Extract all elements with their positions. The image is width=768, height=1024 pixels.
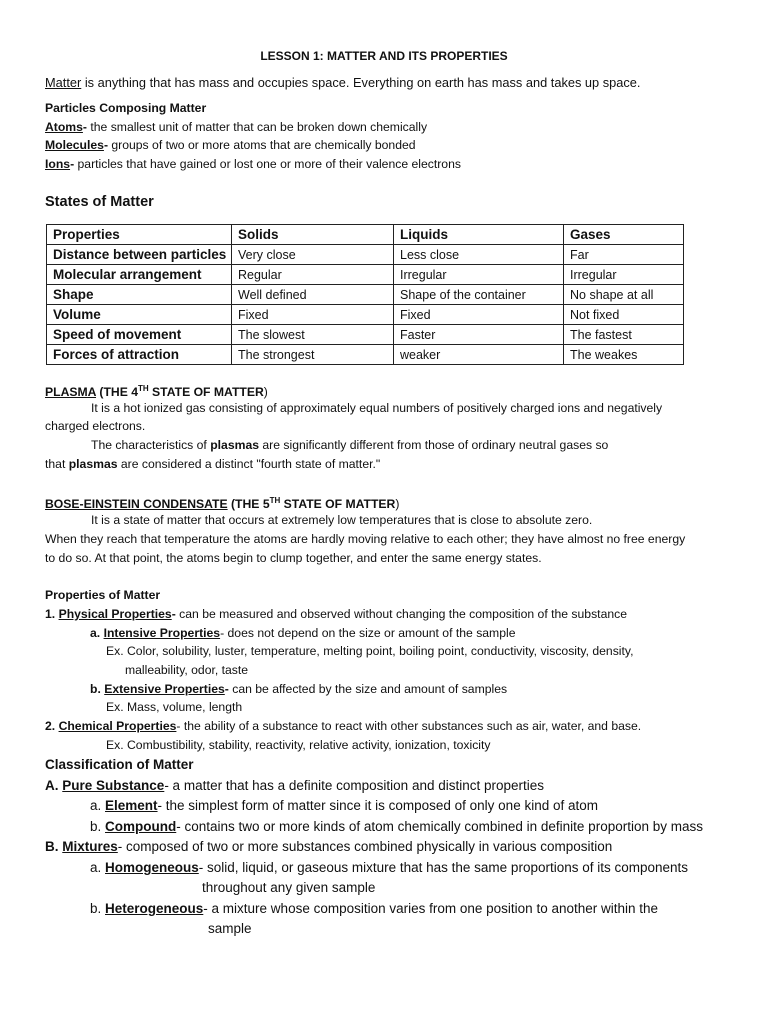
table-cell: The strongest — [232, 345, 394, 365]
particle-molecules: Molecules- groups of two or more atoms that are chemically bonded — [45, 138, 416, 152]
header-cell: Liquids — [394, 225, 564, 245]
intensive-examples-2: malleability, odor, taste — [125, 663, 249, 677]
table-cell: weaker — [394, 345, 564, 365]
mixtures-term: Mixtures — [62, 839, 118, 854]
table-cell: Fixed — [394, 305, 564, 325]
property-cell: Speed of movement — [47, 325, 232, 345]
header-cell: Properties — [47, 225, 232, 245]
table-row — [47, 305, 684, 325]
matter-definition — [45, 75, 640, 91]
chemical-properties: 2. Chemical Properties- the ability of a substance to react with other substances such as air, water, and base. — [45, 719, 642, 733]
plasma-paragraph-1b: charged electrons. — [45, 419, 146, 433]
molecules-term: Molecules — [45, 138, 104, 152]
intensive-examples-1: Ex. Color, solubility, luster, temperature, melting point, boiling point, conductivity, viscosity, density, — [106, 644, 634, 658]
particles-heading: Particles Composing Matter — [45, 101, 207, 115]
table-cell: No shape at all — [564, 285, 684, 305]
table-cell: The weakes — [564, 345, 684, 365]
extensive-examples: Ex. Mass, volume, length — [106, 700, 243, 714]
table-row — [47, 285, 684, 305]
states-heading: States of Matter — [45, 194, 154, 210]
physical-properties: 1. Physical Properties- can be measured and observed without changing the composition of the substance — [45, 607, 627, 621]
particle-ions: Ions- particles that have gained or lost one or more of their valence electrons — [45, 157, 461, 171]
table-header-row — [47, 225, 684, 245]
table-cell: Shape of the container — [394, 285, 564, 305]
homogeneous-continued: throughout any given sample — [202, 880, 376, 895]
element-term: Element — [105, 798, 158, 813]
plasma-paragraph-2b: that plasmas are considered a distinct "fourth state of matter." — [45, 457, 381, 471]
extensive-properties: b. Extensive Properties- can be affected by the size and amount of samples — [90, 682, 508, 696]
table-row — [47, 325, 684, 345]
plasma-term: PLASMA — [45, 385, 97, 399]
lesson-title: LESSON 1: MATTER AND ITS PROPERTIES — [260, 49, 508, 63]
plasma-paragraph-1a: It is a hot ionized gas consisting of approximately equal numbers of positively charged ions and negatively — [91, 401, 663, 415]
atoms-term: Atoms — [45, 120, 83, 134]
pure-substance: A. Pure Substance- a matter that has a definite composition and distinct properties — [45, 778, 545, 793]
property-cell: Distance between particles — [47, 245, 232, 265]
chemical-properties-term: Chemical Properties — [58, 719, 177, 733]
table-cell: Less close — [394, 245, 564, 265]
table-cell: Not fixed — [564, 305, 684, 325]
table-cell: Fixed — [232, 305, 394, 325]
bec-heading: BOSE-EINSTEIN CONDENSATE (THE 5TH STATE OF MATTER) — [45, 496, 400, 511]
compound-item: b. Compound- contains two or more kinds of atom chemically combined in definite proportion by mass — [90, 819, 703, 834]
header-cell: Solids — [232, 225, 394, 245]
table-cell: Irregular — [394, 265, 564, 285]
ions-term: Ions — [45, 157, 71, 171]
intensive-properties-term: Intensive Properties — [103, 626, 221, 640]
plasma-heading: PLASMA (THE 4TH STATE OF MATTER) — [45, 384, 268, 399]
bec-paragraph-1: It is a state of matter that occurs at extremely low temperatures that is close to absolute zero. — [91, 513, 593, 527]
table-row — [47, 345, 684, 365]
table-cell: Very close — [232, 245, 394, 265]
element-item: a. Element- the simplest form of matter since it is composed of only one kind of atom — [90, 798, 598, 813]
bec-paragraph-2: When they reach that temperature the atoms are hardly moving relative to each other; they have almost no free energy — [45, 532, 686, 546]
bec-term: BOSE-EINSTEIN CONDENSATE — [45, 497, 228, 511]
plasma-paragraph-2a: The characteristics of plasmas are significantly different from those of ordinary neutral gases so — [91, 438, 609, 452]
states-table — [46, 224, 684, 365]
table-cell: The fastest — [564, 325, 684, 345]
intensive-properties: a. Intensive Properties- does not depend on the size or amount of the sample — [90, 626, 516, 640]
table-cell: Irregular — [564, 265, 684, 285]
pure-substance-term: Pure Substance — [62, 778, 165, 793]
properties-heading: Properties of Matter — [45, 588, 161, 602]
mixtures: B. Mixtures- composed of two or more substances combined physically in various composition — [45, 839, 613, 854]
chemical-examples: Ex. Combustibility, stability, reactivity, relative activity, ionization, toxicity — [106, 738, 491, 752]
property-cell: Volume — [47, 305, 232, 325]
heterogeneous-continued: sample — [208, 921, 252, 936]
physical-properties-term: Physical Properties — [58, 607, 172, 621]
homogeneous-term: Homogeneous — [105, 860, 199, 875]
property-cell: Shape — [47, 285, 232, 305]
compound-term: Compound — [105, 819, 177, 834]
table-row — [47, 245, 684, 265]
particle-atoms: Atoms- the smallest unit of matter that can be broken down chemically — [45, 120, 428, 134]
table-cell: Far — [564, 245, 684, 265]
heterogeneous-item: b. Heterogeneous- a mixture whose composition varies from one position to another within the — [90, 901, 659, 916]
heterogeneous-term: Heterogeneous — [105, 901, 204, 916]
table-cell: Faster — [394, 325, 564, 345]
property-cell: Molecular arrangement — [47, 265, 232, 285]
matter-def: is anything that has mass and occupies space. Everything on earth has mass and takes up space. — [81, 75, 641, 90]
table-cell: Regular — [232, 265, 394, 285]
homogeneous-item: a. Homogeneous- solid, liquid, or gaseous mixture that has the same proportions of its components — [90, 860, 689, 875]
property-cell: Forces of attraction — [47, 345, 232, 365]
header-cell: Gases — [564, 225, 684, 245]
bec-paragraph-3: to do so. At that point, the atoms begin to clump together, and enter the same energy states. — [45, 551, 542, 565]
table-row — [47, 265, 684, 285]
classification-heading: Classification of Matter — [45, 757, 194, 772]
table-cell: Well defined — [232, 285, 394, 305]
matter-term: Matter — [45, 75, 82, 90]
table-cell: The slowest — [232, 325, 394, 345]
extensive-properties-term: Extensive Properties — [104, 682, 225, 696]
